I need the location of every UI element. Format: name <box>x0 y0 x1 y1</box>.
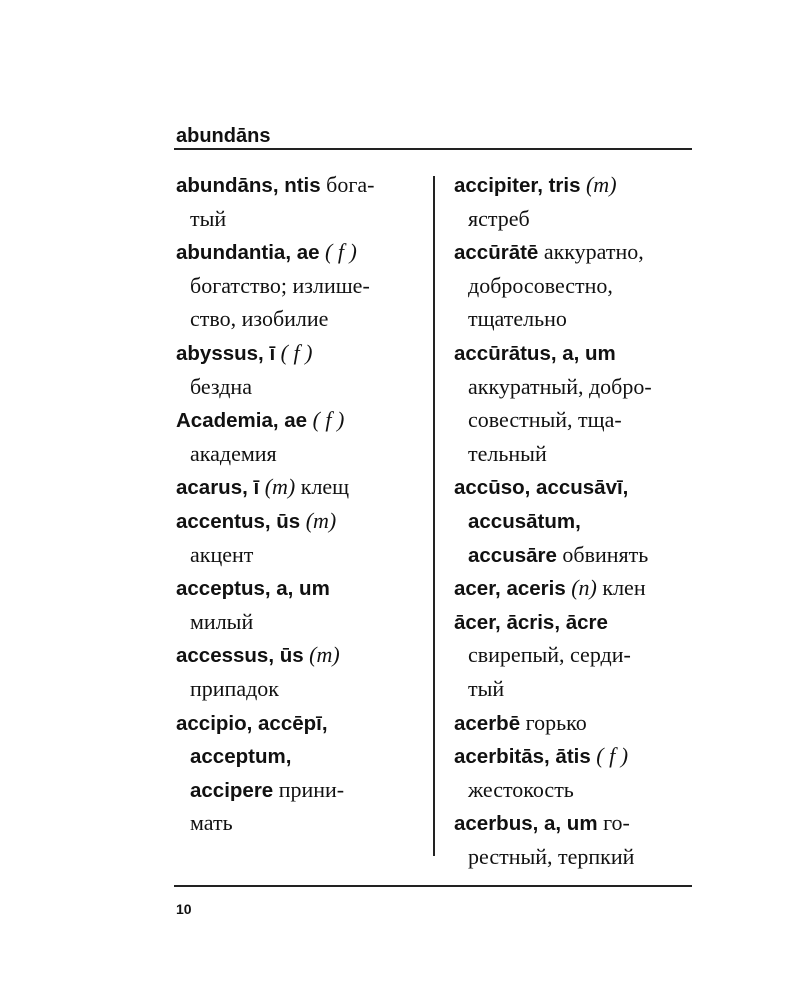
gender-label: ( f ) <box>280 339 313 365</box>
translation: тый <box>190 205 227 231</box>
entry-line <box>176 336 421 370</box>
translation: го- <box>597 810 630 836</box>
entry-line <box>454 706 694 740</box>
headword: acerbus, a, um <box>454 812 598 836</box>
headword-continuation: accusāre <box>468 543 557 567</box>
dictionary-column-left <box>176 168 421 840</box>
entry-line <box>176 706 421 740</box>
page-number: 10 <box>176 901 192 917</box>
entry-line <box>454 571 694 605</box>
headword: acerbē <box>454 711 521 735</box>
entry-line <box>454 168 694 202</box>
headword: accessus, ūs <box>176 644 304 668</box>
gender-label: ( f ) <box>325 239 357 265</box>
entry-line <box>176 605 421 639</box>
translation: прини- <box>273 776 345 802</box>
entry-line <box>176 403 421 437</box>
headword: abyssus, ī <box>176 341 276 365</box>
entry-line <box>454 672 694 706</box>
headword: abundāns, ntis <box>176 174 321 197</box>
entry-line <box>176 638 421 672</box>
headword: accūrātē <box>454 241 539 265</box>
footer-rule <box>174 885 692 887</box>
entry-line <box>176 571 421 605</box>
header-rule <box>174 148 692 150</box>
entry-line <box>176 370 421 404</box>
translation: бездна <box>190 373 252 399</box>
entry-line <box>176 672 421 706</box>
dictionary-column-right <box>454 168 694 873</box>
entry-line <box>454 269 694 303</box>
translation: аккуратный, добро- <box>468 373 652 399</box>
headword-continuation: acceptum, <box>190 745 292 769</box>
translation: клен <box>596 575 646 601</box>
gender-label: ( f ) <box>596 743 629 769</box>
translation: добросовестно, <box>468 272 613 298</box>
headword: ācer, ācris, ācre <box>454 610 608 634</box>
headword: acarus, ī <box>176 476 260 500</box>
entry-line <box>454 840 694 874</box>
gender-label: (m) <box>264 474 296 500</box>
translation: тщательно <box>468 306 567 332</box>
entry-line <box>176 235 421 269</box>
entry-line <box>176 538 421 572</box>
entry-line <box>176 437 421 471</box>
headword-continuation: accusātum, <box>468 509 581 533</box>
translation: аккуратно, <box>538 239 644 265</box>
translation: милый <box>190 608 254 634</box>
entry-line <box>454 504 694 538</box>
headword: acerbitās, ātis <box>454 745 591 769</box>
translation: тельный <box>468 440 547 466</box>
entry-line <box>176 168 421 202</box>
headword: accipiter, tris <box>454 174 581 197</box>
translation: жестокость <box>468 776 574 802</box>
translation: рестный, терпкий <box>468 843 635 869</box>
entry-line <box>176 269 421 303</box>
entry-line <box>454 538 694 572</box>
headword: accūrātus, a, um <box>454 341 616 365</box>
translation: акцент <box>190 541 254 567</box>
translation: мать <box>190 810 233 836</box>
entry-line <box>454 403 694 437</box>
translation: клещ <box>295 474 350 500</box>
entry-line <box>176 470 421 504</box>
headword-continuation: accipere <box>190 778 274 802</box>
gender-label: (m) <box>305 507 337 533</box>
entry-line <box>454 605 694 639</box>
entry-line <box>176 302 421 336</box>
gender-label: (m) <box>309 642 340 668</box>
entry-line <box>454 739 694 773</box>
translation: академия <box>190 440 277 466</box>
translation: припадок <box>190 675 279 701</box>
entry-line <box>454 302 694 336</box>
entry-line <box>454 370 694 404</box>
entry-line <box>454 437 694 471</box>
entry-line <box>454 773 694 807</box>
translation: совестный, тща- <box>468 407 622 433</box>
headword: accūso, accusāvī, <box>454 476 629 500</box>
translation: бога- <box>320 172 375 197</box>
translation: ястреб <box>468 205 530 231</box>
translation: богатство; излише- <box>190 272 370 298</box>
column-divider <box>433 176 435 856</box>
running-head: abundāns <box>176 125 271 147</box>
translation: свирепый, серди- <box>468 642 631 668</box>
gender-label: (m) <box>585 172 617 197</box>
entry-line <box>176 806 421 840</box>
translation: тый <box>468 675 505 701</box>
entry-line <box>454 235 694 269</box>
gender-label: (n) <box>571 575 597 601</box>
headword: acer, aceris <box>454 577 566 601</box>
translation: обвинять <box>556 541 649 567</box>
gender-label: ( f ) <box>312 407 345 433</box>
headword: accentus, ūs <box>176 509 301 533</box>
entry-line <box>176 504 421 538</box>
entry-line <box>454 202 694 236</box>
headword: accipio, accēpī, <box>176 711 328 735</box>
headword: acceptus, a, um <box>176 577 330 601</box>
translation: горько <box>520 709 587 735</box>
entry-line <box>454 638 694 672</box>
translation: ство, изобилие <box>190 306 329 332</box>
entry-line <box>454 806 694 840</box>
headword: Academia, ae <box>176 409 308 433</box>
headword: abundantia, ae <box>176 241 320 265</box>
entry-line <box>454 336 694 370</box>
entry-line <box>176 739 421 773</box>
entry-line <box>176 202 421 236</box>
entry-line <box>454 470 694 504</box>
entry-line <box>176 773 421 807</box>
